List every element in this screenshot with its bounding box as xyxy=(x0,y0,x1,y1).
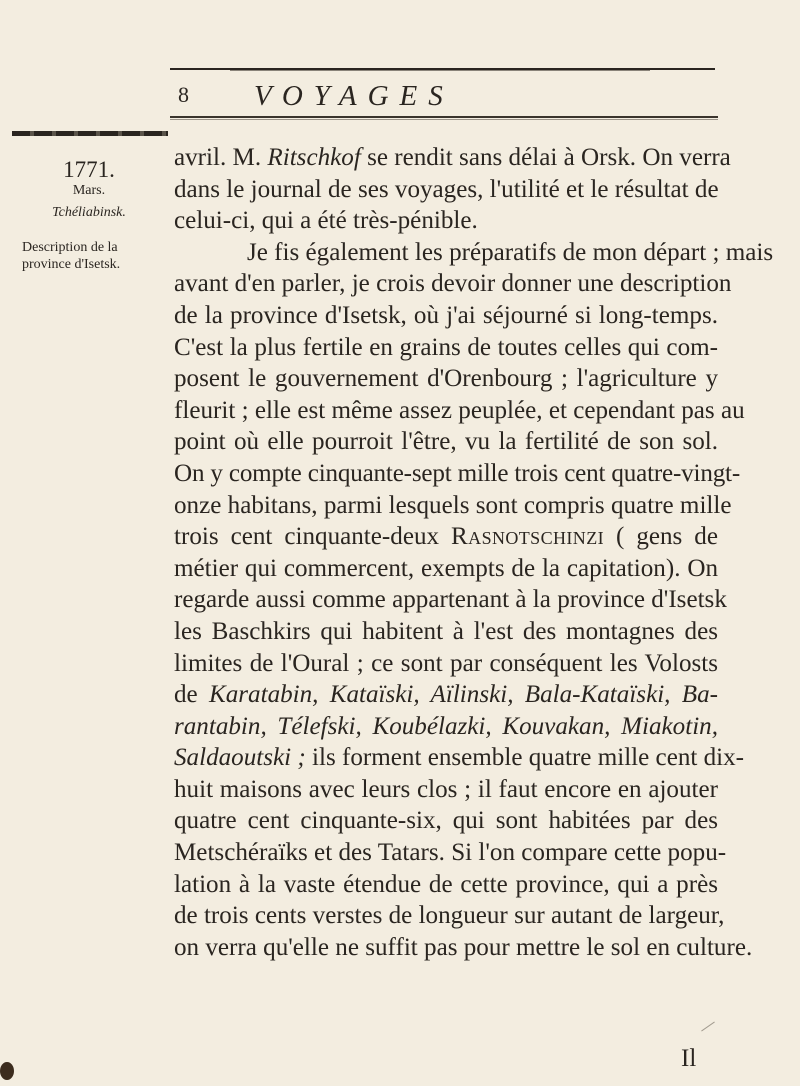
margin-month: Mars. xyxy=(72,183,106,198)
text-line-25: de trois cents verstes de longueur sur autant de largeur, xyxy=(174,902,725,930)
text-line-11: On y compte cinquante-sept mille trois cent quatre-vingt- xyxy=(174,459,741,487)
text-line-4: Je fis également les préparatifs de mon départ ; mais xyxy=(247,238,774,266)
text-line-13-part-c: ( gens de xyxy=(604,523,718,551)
text-line-1-part-c: se rendit sans délai à Orsk. On verra xyxy=(360,144,731,171)
text-line-20 xyxy=(174,742,745,774)
text-line-22: quatre cent cinquante-six, qui sont habitées par des xyxy=(174,807,718,835)
text-line-1-name: Ritschkof xyxy=(267,144,361,171)
margin-description-line-2: province d'Isetsk. xyxy=(22,257,121,272)
header-rule-thin xyxy=(170,119,718,120)
text-line-6: de la province d'Isetsk, où j'ai séjourné si long-temps. xyxy=(174,301,718,329)
text-line-18-part-a: de xyxy=(174,681,209,709)
margin-place: Tchéliabinsk. xyxy=(52,205,126,220)
text-line-26: on verra qu'elle ne suffit pas pour mettre le sol en culture. xyxy=(174,933,753,961)
margin-description xyxy=(10,239,168,273)
text-line-13 xyxy=(174,521,718,553)
text-line-13-part-a: trois cent cinquante-deux xyxy=(174,523,452,551)
text-line-21: huit maisons avec leurs clos ; il faut encore en ajouter xyxy=(174,775,718,803)
header-rule xyxy=(170,116,718,118)
page-number: 8 xyxy=(178,82,189,107)
text-line-20-name: Saldaoutski ; xyxy=(174,744,306,772)
text-line-12: onze habitans, parmi lesquels sont compris quatre mille xyxy=(174,491,732,519)
catchword: Il xyxy=(681,1045,697,1072)
body-text xyxy=(174,142,774,963)
text-line-18-names: Karatabin, Kataïski, Aïlinski, Bala-Kataïski, Ba- xyxy=(209,681,718,709)
text-line-18 xyxy=(174,679,718,711)
pencil-mark xyxy=(701,1022,715,1032)
margin-year: 1771. xyxy=(63,157,115,182)
text-line-23: Metschéraïks et des Tatars. Si l'on compare cette popu- xyxy=(174,839,727,867)
margin-description-line-1: Description de la xyxy=(22,240,118,255)
text-line-2: dans le journal de ses voyages, l'utilité et le résultat de xyxy=(174,175,719,203)
text-line-20-part-b: ils forment ensemble quatre mille cent dix- xyxy=(305,744,745,772)
text-line-17: limites de l'Oural ; ce sont par conséquent les Volosts xyxy=(174,649,718,677)
text-line-24: lation à la vaste étendue de cette province, qui a près xyxy=(174,870,718,898)
text-line-14: métier qui commercent, exempts de la capitation). On xyxy=(174,554,718,582)
text-line-8: posent le gouvernement d'Orenbourg ; l'agriculture y xyxy=(174,365,718,393)
running-title: VOYAGES xyxy=(254,80,454,112)
ink-stain xyxy=(0,1062,14,1080)
text-line-1-part-a: avril. M. xyxy=(174,144,268,171)
text-line-7: C'est la plus fertile en grains de toutes celles qui com- xyxy=(174,333,718,361)
rasnotschinzi-term: Rasnotschinzi xyxy=(451,523,604,551)
margin-notes xyxy=(10,136,168,273)
text-line-16: les Baschkirs qui habitent à l'est des montagnes des xyxy=(174,617,718,645)
text-line-15: regarde aussi comme appartenant à la province d'Isetsk xyxy=(174,586,727,614)
top-rule-thin xyxy=(230,70,650,71)
text-line-1 xyxy=(174,142,731,174)
text-line-9: fleurit ; elle est même assez peuplée, et cependant pas au xyxy=(174,396,745,424)
text-line-19-names: rantabin, Télefski, Koubélazki, Kouvakan, Miakotin, xyxy=(174,712,718,740)
text-line-19 xyxy=(174,711,718,743)
text-line-3: celui-ci, qui a été très-pénible. xyxy=(174,207,478,235)
text-line-5: avant d'en parler, je crois devoir donner une description xyxy=(174,270,732,298)
text-line-10: point où elle pourroit l'être, vu la fertilité de son sol. xyxy=(174,428,718,456)
